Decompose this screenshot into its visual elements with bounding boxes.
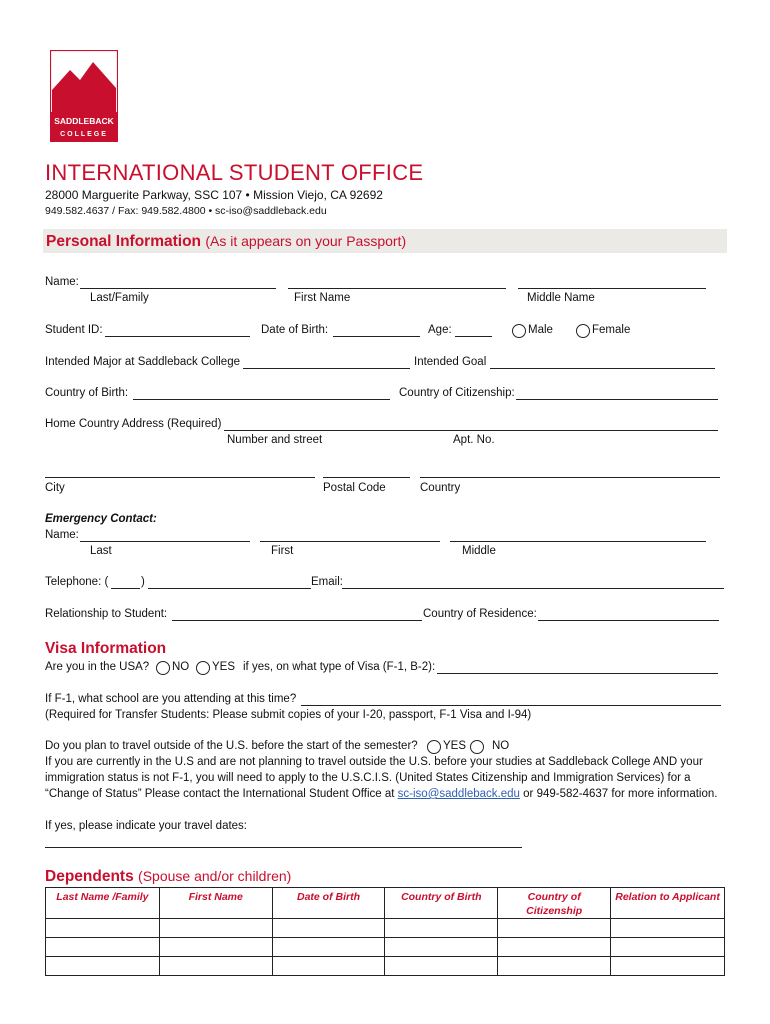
col-date-of-birth: Date of Birth [272,888,385,919]
office-title: INTERNATIONAL STUDENT OFFICE [45,160,424,185]
visa-section-title: Visa Information [45,640,167,657]
first-name-caption: First Name [294,292,351,304]
telephone-field[interactable] [148,588,311,589]
table-cell[interactable] [611,938,725,957]
dependents-table [45,887,725,976]
para3-text-a: “Change of Status” Please contact the International Student Office at [45,788,398,800]
age-field[interactable] [455,336,492,337]
country-field[interactable] [420,477,720,478]
em-name-label: Name: [45,529,79,541]
name-label: Name: [45,276,79,288]
in-usa-no-radio[interactable] [156,661,170,675]
para3-text-b: or 949-582-4637 for more information. [519,788,718,800]
em-first-field[interactable] [260,541,440,542]
dependents-section-title [45,868,291,886]
personal-subtitle: (As it appears on your Passport) [205,233,407,249]
relationship-label: Relationship to Student: [45,608,168,620]
table-cell[interactable] [385,957,498,976]
saddleback-college-logo [50,50,118,142]
relationship-field[interactable] [172,620,422,621]
area-code-field[interactable] [111,588,140,589]
travel-dates-label: If yes, please indicate your travel dates: [45,820,247,832]
visa-type-field[interactable] [437,673,718,674]
personal-title: Personal Information [46,233,202,250]
logo-line1: SADDLEBACK [54,116,114,126]
in-usa-yes-radio[interactable] [196,661,210,675]
dob-field[interactable] [333,336,420,337]
travel-yes-radio[interactable] [427,740,441,754]
email-field[interactable] [342,588,724,589]
country-residence-field[interactable] [538,620,719,621]
home-address-field[interactable] [224,430,718,431]
dependents-header-row [46,888,725,919]
iso-email-link[interactable]: sc-iso@saddleback.edu [397,788,520,800]
table-cell[interactable] [46,919,160,938]
country-citizenship-label: Country of Citizenship: [399,387,515,399]
age-label: Age: [428,324,452,336]
table-cell[interactable] [498,938,611,957]
table-cell[interactable] [498,957,611,976]
f1-school-label: If F-1, what school are you attending at this time? [45,693,297,705]
table-row [46,938,725,957]
dob-label: Date of Birth: [261,324,329,336]
col-relation: Relation to Applicant [611,888,725,919]
transfer-note: (Required for Transfer Students: Please submit copies of your I-20, passport, F-1 Visa and I-94) [45,709,532,721]
status-paragraph-line3 [45,788,717,800]
logo-line2: COLLEGE [60,131,108,138]
number-street-caption: Number and street [227,434,323,446]
table-cell[interactable] [46,957,160,976]
country-caption: Country [420,482,461,494]
table-row [46,957,725,976]
country-citizenship-field[interactable] [516,399,718,400]
office-address: 28000 Marguerite Parkway, SSC 107 • Mission Viejo, CA 92692 [45,188,383,202]
table-cell[interactable] [159,938,272,957]
country-birth-field[interactable] [133,399,390,400]
student-id-label: Student ID: [45,324,103,336]
female-label: Female [592,324,631,336]
travel-yes-label: YES [443,740,467,752]
major-field[interactable] [243,368,410,369]
female-radio[interactable] [576,324,590,338]
table-cell[interactable] [272,919,385,938]
table-row [46,919,725,938]
city-caption: City [45,482,65,494]
major-label: Intended Major at Saddleback College [45,356,240,368]
table-cell[interactable] [611,919,725,938]
dependents-subtitle: (Spouse and/or children) [138,868,292,884]
table-cell[interactable] [272,957,385,976]
in-usa-yes-label: YES [212,661,236,673]
em-middle-field[interactable] [450,541,706,542]
em-last-field[interactable] [80,541,250,542]
in-usa-no-label: NO [172,661,190,673]
table-cell[interactable] [611,957,725,976]
table-cell[interactable] [498,919,611,938]
travel-question: Do you plan to travel outside of the U.S. before the start of the semester? [45,740,418,752]
postal-caption: Postal Code [323,482,386,494]
country-residence-label: Country of Residence: [423,608,537,620]
table-cell[interactable] [159,919,272,938]
middle-name-field[interactable] [518,288,706,289]
goal-field[interactable] [490,368,715,369]
student-id-field[interactable] [105,336,250,337]
col-country-of-citizenship: Country of Citizenship [498,888,611,919]
table-cell[interactable] [385,919,498,938]
emergency-contact-label: Emergency Contact: [45,513,157,525]
table-cell[interactable] [272,938,385,957]
status-paragraph-line2: immigration status is not F-1, you will need to apply to the U.S.C.I.S. (United States Citizenship and Immigration Services) for a [45,772,691,784]
em-last-caption: Last [90,545,112,557]
travel-no-label: NO [492,740,510,752]
postal-field[interactable] [323,477,410,478]
travel-no-radio[interactable] [470,740,484,754]
col-first-name: First Name [159,888,272,919]
em-middle-caption: Middle [462,545,496,557]
home-address-label: Home Country Address (Required) [45,418,222,430]
travel-dates-field[interactable] [45,847,522,848]
last-family-caption: Last/Family [90,292,149,304]
dependents-title: Dependents [45,868,134,885]
col-last-name: Last Name /Family [46,888,160,919]
col-country-of-birth: Country of Birth [385,888,498,919]
table-cell[interactable] [385,938,498,957]
status-paragraph-line1: If you are currently in the U.S and are not planning to travel outside the U.S. before your studies at Saddleback College AND your [45,756,703,768]
city-field[interactable] [45,477,315,478]
office-contact: 949.582.4637 / Fax: 949.582.4800 • sc-iso@saddleback.edu [45,205,327,217]
visa-type-label: if yes, on what type of Visa (F-1, B-2): [243,661,436,673]
in-usa-question: Are you in the USA? [45,661,150,673]
apt-caption: Apt. No. [453,434,495,446]
country-birth-label: Country of Birth: [45,387,129,399]
personal-section-title [46,233,406,251]
male-radio[interactable] [512,324,526,338]
male-label: Male [528,324,553,336]
table-cell[interactable] [159,957,272,976]
goal-label: Intended Goal [414,356,487,368]
email-label: Email: [311,576,343,588]
table-cell[interactable] [46,938,160,957]
em-first-caption: First [271,545,294,557]
first-name-field[interactable] [288,288,506,289]
tel-close-paren: ) [141,576,145,588]
last-name-field[interactable] [80,288,276,289]
middle-name-caption: Middle Name [527,292,595,304]
f1-school-field[interactable] [301,705,721,706]
telephone-label: Telephone: ( [45,576,109,588]
